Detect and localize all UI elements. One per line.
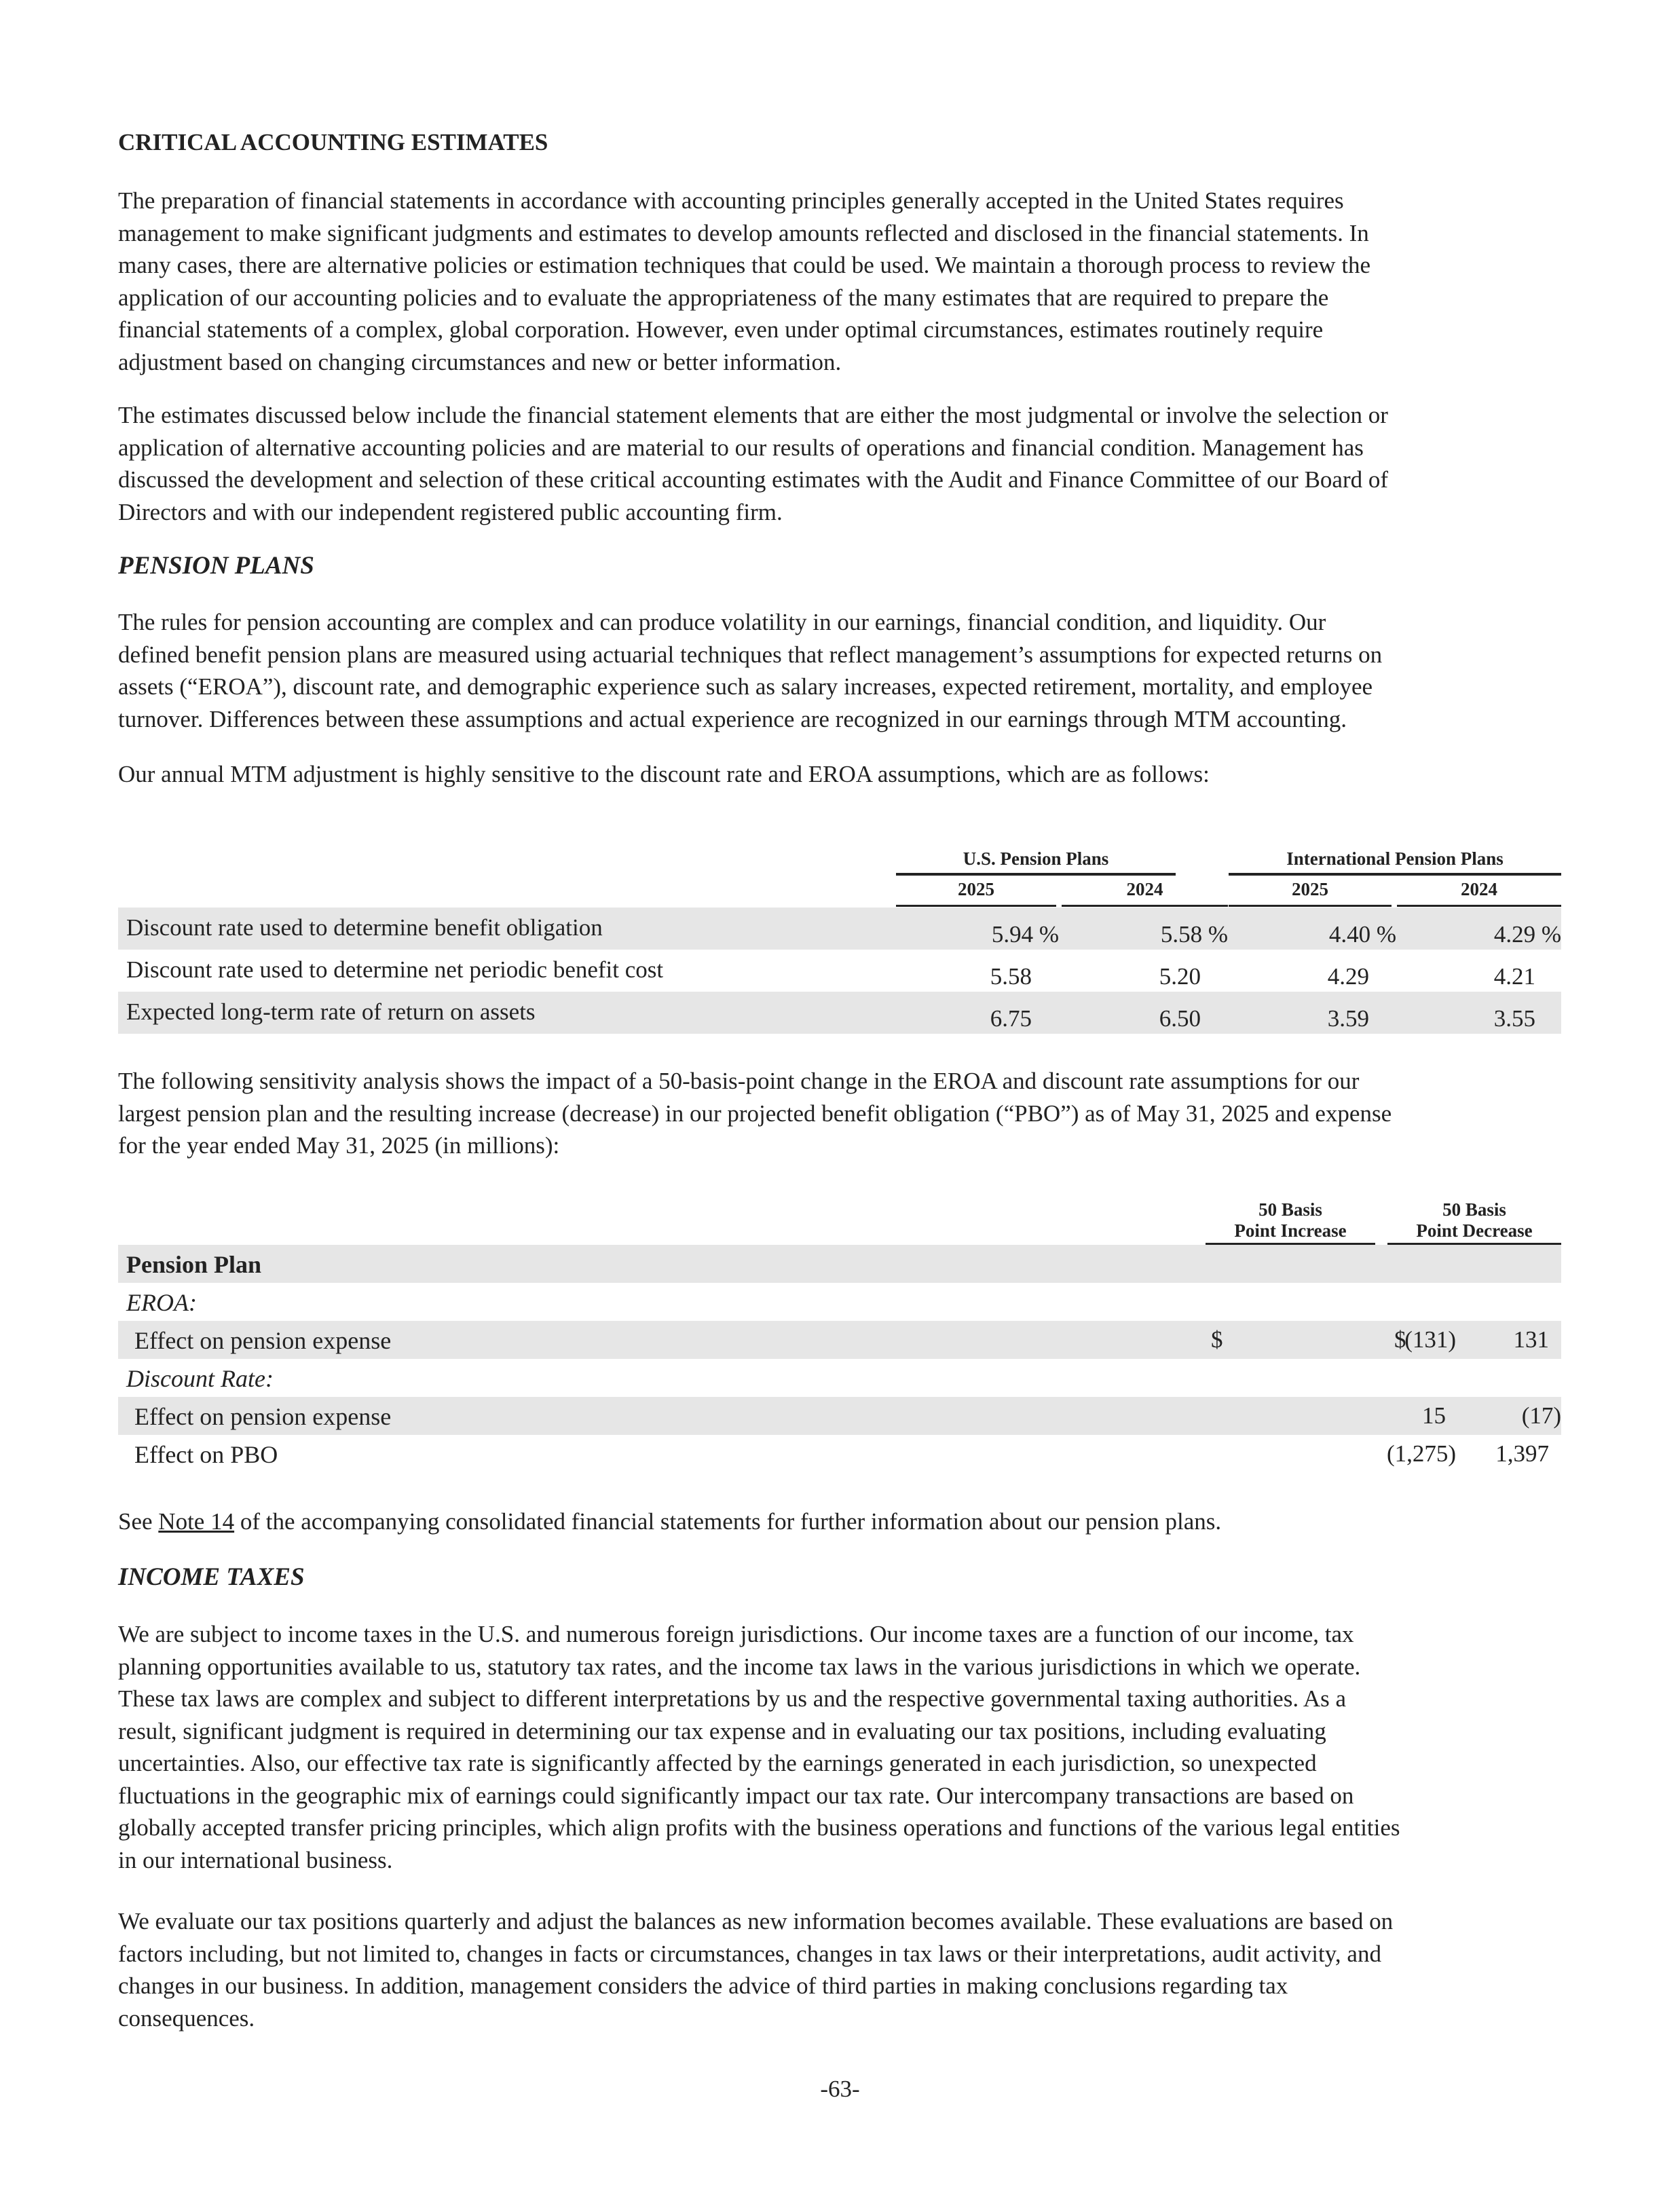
text-line: financial statements of a complex, global corporation. However, even under optimal circumstances, estimates routinely require bbox=[118, 316, 1324, 343]
header-line: Point Decrease bbox=[1416, 1220, 1533, 1241]
income-taxes-heading: INCOME TAXES bbox=[118, 1563, 305, 1591]
text-line: uncertainties. Also, our effective tax rate is significantly affected by the earnings generated in each jurisdiction, so unexpected bbox=[118, 1750, 1317, 1776]
cell-value: 1,397 bbox=[1495, 1440, 1549, 1467]
cell-value: 4.21 bbox=[1493, 963, 1535, 990]
text-line: The following sensitivity analysis shows the impact of a 50-basis-point change in the EROA and discount rate assumptions for our bbox=[118, 1068, 1360, 1094]
text-line: assets (“EROA”), discount rate, and demographic experience such as salary increases, expected retirement, mortality, and employee bbox=[118, 673, 1373, 700]
note-14-link[interactable]: Note 14 bbox=[158, 1508, 235, 1535]
text-line: application of alternative accounting policies and are material to our results of operations and financial condition. Management has bbox=[118, 434, 1364, 461]
income-taxes-paragraph-2 bbox=[118, 1905, 1561, 2034]
sensitivity-paragraph bbox=[118, 1065, 1561, 1162]
cell-value: 4.29 % bbox=[1493, 921, 1561, 948]
table-rule bbox=[896, 873, 1176, 876]
see-prefix: See bbox=[118, 1508, 159, 1535]
text-line: The rules for pension accounting are complex and can produce volatility in our earnings, financial condition, and liquidity. Our bbox=[118, 609, 1326, 635]
note-reference-paragraph bbox=[118, 1505, 1561, 1538]
text-line: The estimates discussed below include the financial statement elements that are either the most judgmental or involve the selection or bbox=[118, 402, 1388, 428]
cell-value: 5.58 % bbox=[1160, 921, 1228, 948]
column-header-decrease bbox=[1387, 1199, 1561, 1241]
table-year-header: 2025 bbox=[1292, 879, 1328, 899]
cell-value: 4.29 bbox=[1327, 963, 1369, 990]
pension-plans-heading: PENSION PLANS bbox=[118, 552, 314, 580]
table-row bbox=[118, 992, 1561, 1034]
pension-paragraph-1 bbox=[118, 606, 1561, 735]
table-row bbox=[118, 908, 1561, 950]
table-row bbox=[118, 1397, 1561, 1435]
cell-value: 15 bbox=[1422, 1402, 1446, 1429]
table-title-row bbox=[118, 1245, 1561, 1283]
text-line: discussed the development and selection of these critical accounting estimates with the Audit and Finance Committee of our Board of bbox=[118, 466, 1389, 493]
row-label: Effect on PBO bbox=[134, 1441, 278, 1468]
text-line: planning opportunities available to us, statutory tax rates, and the income tax laws in the various jurisdictions in which we operate. bbox=[118, 1653, 1361, 1680]
pension-paragraph-2 bbox=[118, 758, 1561, 791]
intro-paragraph-1 bbox=[118, 185, 1561, 378]
cell-value: 5.58 bbox=[990, 963, 1032, 990]
row-label: Effect on pension expense bbox=[134, 1327, 392, 1354]
table-group-header: International Pension Plans bbox=[1286, 848, 1504, 869]
text-line: globally accepted transfer pricing principles, which align profits with the business operations and functions of the various legal entities bbox=[118, 1814, 1400, 1841]
cell-value: (131) bbox=[1404, 1326, 1456, 1353]
table-year-header: 2024 bbox=[1461, 879, 1497, 899]
currency-symbol: $ bbox=[1394, 1326, 1406, 1353]
text-line: management to make significant judgments and estimates to develop amounts reflected and disclosed in the financial statements. In bbox=[118, 219, 1369, 246]
text-line: defined benefit pension plans are measured using actuarial techniques that reflect management’s assumptions for expected returns on bbox=[118, 641, 1383, 668]
text-line: factors including, but not limited to, changes in facts or circumstances, changes in tax laws or their interpretations, audit activity, and bbox=[118, 1940, 1381, 1967]
header-line: Point Increase bbox=[1234, 1220, 1347, 1241]
section-heading: CRITICAL ACCOUNTING ESTIMATES bbox=[118, 129, 548, 155]
text-line: fluctuations in the geographic mix of earnings could significantly impact our tax rate. Our intercompany transactions are based on bbox=[118, 1782, 1354, 1809]
text-line: Directors and with our independent registered public accounting firm. bbox=[118, 498, 783, 525]
income-taxes-paragraph-1 bbox=[118, 1618, 1561, 1876]
text-line: many cases, there are alternative policies or estimation techniques that could be used. We maintain a thorough process to review the bbox=[118, 252, 1371, 278]
text-line: The preparation of financial statements in accordance with accounting principles generally accepted in the United States requires bbox=[118, 187, 1344, 214]
cell-value: 5.20 bbox=[1159, 963, 1201, 990]
table-rule bbox=[896, 905, 1056, 907]
table-row bbox=[118, 1435, 1561, 1473]
header-line: 50 Basis bbox=[1442, 1199, 1506, 1220]
text-line: consequences. bbox=[118, 2004, 255, 2032]
row-label: Expected long-term rate of return on assets bbox=[126, 998, 536, 1025]
cell-value: (1,275) bbox=[1386, 1440, 1456, 1467]
cell-value: 5.94 % bbox=[991, 921, 1059, 948]
row-label: Discount rate used to determine benefit obligation bbox=[126, 914, 603, 941]
text-line: result, significant judgment is required in determining our tax expense and in evaluating our tax positions, including evaluating bbox=[118, 1717, 1326, 1744]
row-label: EROA: bbox=[126, 1289, 197, 1316]
table-rule bbox=[1229, 905, 1392, 907]
table-year-header: 2025 bbox=[958, 879, 994, 899]
text-line: adjustment based on changing circumstances and new or better information. bbox=[118, 348, 842, 375]
see-suffix: of the accompanying consolidated financial statements for further information about our pension plans. bbox=[234, 1508, 1222, 1535]
row-label: Discount Rate: bbox=[126, 1365, 274, 1392]
text-line: We are subject to income taxes in the U.S. and numerous foreign jurisdictions. Our income taxes are a function of our income, tax bbox=[118, 1621, 1354, 1647]
text-line: Our annual MTM adjustment is highly sensitive to the discount rate and EROA assumptions, which are as follows: bbox=[118, 761, 1210, 787]
text-line: application of our accounting policies and to evaluate the appropriateness of the many estimates that are required to prepare the bbox=[118, 284, 1329, 311]
cell-value: 4.40 % bbox=[1328, 921, 1396, 948]
text-line: changes in our business. In addition, management considers the advice of third parties in making conclusions regarding tax bbox=[118, 1972, 1288, 1999]
cell-value: 6.75 bbox=[990, 1005, 1032, 1032]
text-line: in our international business. bbox=[118, 1846, 393, 1873]
header-line: 50 Basis bbox=[1258, 1199, 1322, 1220]
table-year-header: 2024 bbox=[1126, 879, 1163, 899]
table-row bbox=[118, 1283, 1561, 1321]
intro-paragraph-2 bbox=[118, 399, 1561, 528]
cell-value: 6.50 bbox=[1159, 1005, 1201, 1032]
currency-symbol: $ bbox=[1211, 1326, 1223, 1353]
cell-value: 131 bbox=[1513, 1326, 1549, 1353]
text-line: These tax laws are complex and subject to different interpretations by us and the respective governmental taxing authorities. As a bbox=[118, 1685, 1347, 1712]
table-group-header: U.S. Pension Plans bbox=[963, 848, 1109, 869]
text-line: for the year ended May 31, 2025 (in millions): bbox=[118, 1132, 560, 1159]
table-row bbox=[118, 1359, 1561, 1397]
page-number: -63- bbox=[820, 2076, 860, 2102]
text-line: We evaluate our tax positions quarterly and adjust the balances as new information becomes available. These evaluations are based on bbox=[118, 1908, 1394, 1934]
table-row bbox=[118, 950, 1561, 992]
cell-value: 3.59 bbox=[1327, 1005, 1369, 1032]
table-row bbox=[118, 1321, 1561, 1359]
row-label: Pension Plan bbox=[126, 1251, 262, 1278]
text-line: largest pension plan and the resulting increase (decrease) in our projected benefit obligation (“PBO”) as of May 31, 2025 and expense bbox=[118, 1100, 1392, 1127]
table-rule bbox=[1229, 873, 1561, 876]
column-header-increase bbox=[1206, 1199, 1375, 1241]
text-line: turnover. Differences between these assumptions and actual experience are recognized in our earnings through MTM accounting. bbox=[118, 705, 1347, 732]
text-line bbox=[118, 1505, 1561, 1538]
cell-value: (17) bbox=[1521, 1402, 1561, 1429]
table-rule bbox=[1397, 905, 1561, 907]
cell-value: 3.55 bbox=[1493, 1005, 1535, 1032]
row-label: Discount rate used to determine net periodic benefit cost bbox=[126, 956, 664, 983]
table-rule bbox=[1062, 905, 1228, 907]
row-label: Effect on pension expense bbox=[134, 1403, 392, 1430]
